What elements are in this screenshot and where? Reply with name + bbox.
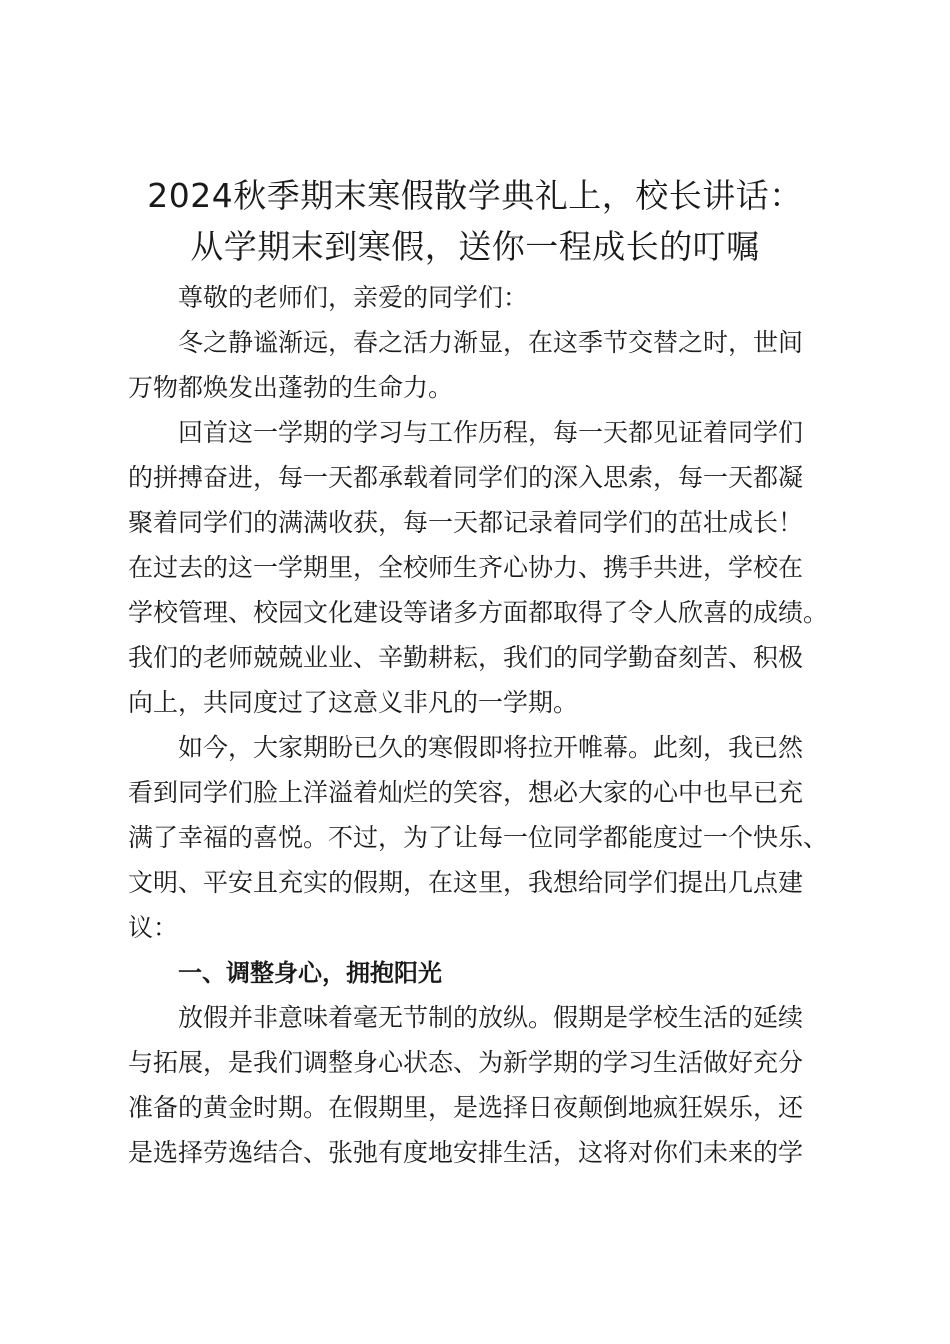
paragraph-line: 回首这一学期的学习与工作历程，每一天都见证着同学们 — [178, 418, 804, 447]
paragraph-line: 文明、平安且充实的假期，在这里，我想给同学们提出几点建 — [128, 868, 804, 897]
paragraph-line: 向上，共同度过了这意义非凡的一学期。 — [128, 688, 579, 717]
paragraph-line: 满了幸福的喜悦。不过，为了让每一位同学都能度过一个快乐、 — [128, 823, 829, 852]
paragraph-line: 看到同学们脸上洋溢着灿烂的笑容，想必大家的心中也早已充 — [128, 778, 804, 807]
paragraph-line: 放假并非意味着毫无节制的放纵。假期是学校生活的延续 — [178, 1003, 804, 1032]
paragraph-line: 在过去的这一学期里，全校师生齐心协力、携手共进，学校在 — [128, 553, 804, 582]
paragraph-line: 与拓展，是我们调整身心状态、为新学期的学习生活做好充分 — [128, 1048, 804, 1077]
paragraph-line: 的拼搏奋进，每一天都承载着同学们的深入思索，每一天都凝 — [128, 463, 804, 492]
paragraph-line: 冬之静谧渐远，春之活力渐显，在这季节交替之时，世间 — [178, 328, 804, 357]
paragraph-line: 学校管理、校园文化建设等诸多方面都取得了令人欣喜的成绩。 — [128, 598, 829, 627]
document-title-line-2: 从学期末到寒假，送你一程成长的叮嘱 — [190, 227, 760, 266]
paragraph-line: 如今，大家期盼已久的寒假即将拉开帷幕。此刻，我已然 — [178, 733, 804, 762]
paragraph-line: 是选择劳逸结合、张弛有度地安排生活，这将对你们未来的学 — [128, 1138, 804, 1167]
section-heading: 一、调整身心，拥抱阳光 — [178, 959, 442, 987]
paragraph-line: 准备的黄金时期。在假期里，是选择日夜颠倒地疯狂娱乐，还 — [128, 1093, 804, 1122]
paragraph-line: 聚着同学们的满满收获，每一天都记录着同学们的茁壮成长！ — [128, 508, 804, 537]
salutation: 尊敬的老师们，亲爱的同学们： — [178, 283, 529, 312]
paragraph-line: 议： — [128, 913, 179, 942]
document-title-line-1: 2024秋季期末寒假散学典礼上，校长讲话： — [147, 176, 803, 215]
paragraph-line: 我们的老师兢兢业业、辛勤耕耘，我们的同学勤奋刻苦、积极 — [128, 643, 804, 672]
paragraph-line: 万物都焕发出蓬勃的生命力。 — [128, 373, 454, 402]
